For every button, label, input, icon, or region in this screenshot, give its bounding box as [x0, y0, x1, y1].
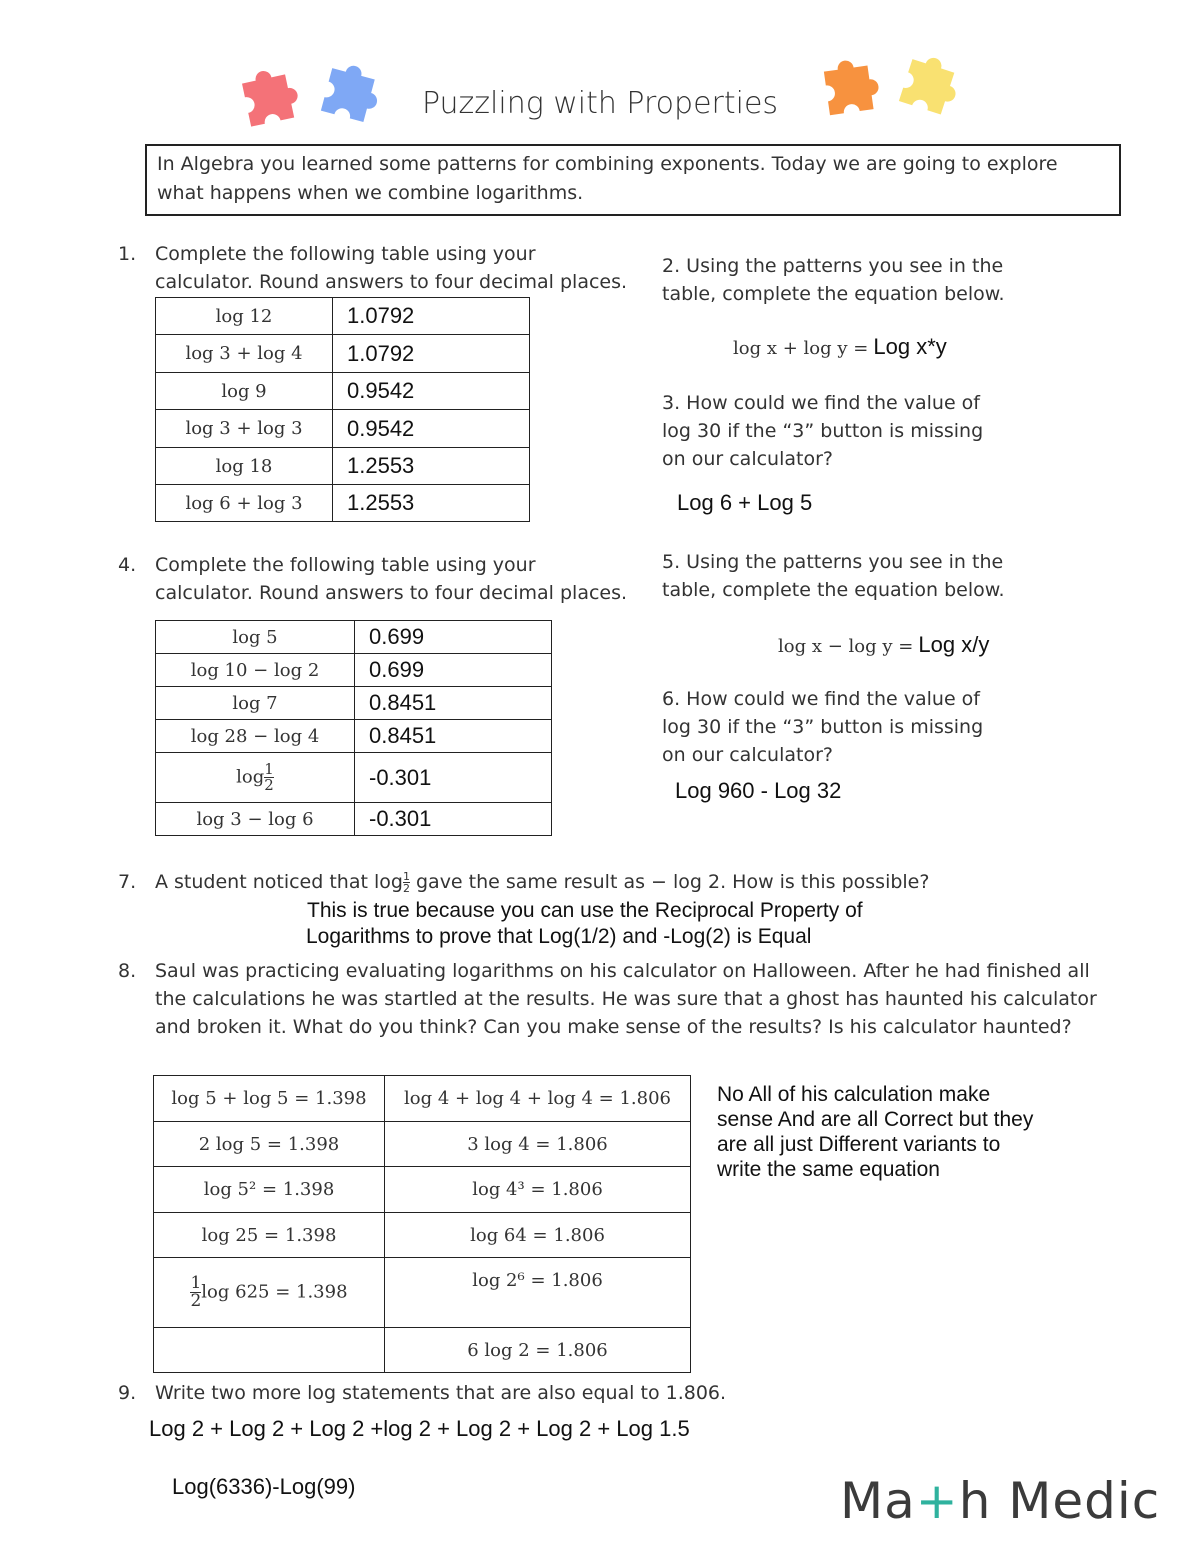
row-label-text: log 3 + log 3: [185, 418, 303, 439]
equation-q5: [778, 632, 989, 658]
question-number: 1.: [118, 243, 137, 265]
answer-q7-line-2[interactable]: Logarithms to prove that Log(1/2) and -Log(2) is Equal: [306, 925, 812, 948]
fraction-numerator: 1: [264, 760, 274, 778]
question-text: Write two more log statements that are also equal to 1.806.: [155, 1382, 727, 1404]
left-cell-text: log 5 + log 5 = 1.398: [171, 1088, 367, 1109]
question-text: Complete the following table using your calculator. Round answers to four decimal places.: [155, 554, 628, 604]
right-cell: 3 log 4 = 1.806: [385, 1122, 691, 1167]
row-label: [156, 753, 355, 803]
table-row: [154, 1076, 691, 1122]
answer-q9-line-1[interactable]: Log 2 + Log 2 + Log 2 +log 2 + Log 2 + Log 2 + Log 1.5: [149, 1416, 690, 1441]
question-4: [118, 551, 638, 607]
table-row: [156, 410, 530, 448]
table-row: [154, 1167, 691, 1213]
right-cell: log 4 + log 4 + log 4 = 1.806: [385, 1076, 691, 1122]
question-6: 6. How could we find the value of log 30 if the “3” button is missing on our calculator?: [662, 688, 984, 766]
row-value[interactable]: 1.2553: [333, 448, 530, 485]
table-row: [154, 1258, 691, 1328]
question-9: [118, 1379, 818, 1407]
row-label: [156, 373, 333, 410]
row-label-text: log 6 + log 3: [185, 492, 303, 514]
table-row: [156, 373, 530, 410]
question-number: 8.: [118, 960, 137, 982]
table-row: [156, 621, 552, 654]
row-value[interactable]: 0.8451: [355, 687, 552, 720]
table-row: [156, 687, 552, 720]
left-cell: [154, 1258, 385, 1328]
table-row: [154, 1328, 691, 1373]
question-1: [118, 240, 638, 296]
row-label-text: log 9: [221, 380, 267, 402]
table-q8: [153, 1075, 691, 1373]
row-label-text: log 12: [215, 305, 273, 327]
question-2: 2. Using the patterns you see in the table, complete the equation below.: [662, 255, 1005, 305]
table-row: [156, 753, 552, 803]
row-label-text: log 5: [232, 626, 278, 648]
row-value[interactable]: 1.0792: [333, 335, 530, 373]
question-7: [118, 868, 1118, 896]
answer-q8[interactable]: [717, 1082, 1033, 1182]
table-row: [154, 1213, 691, 1258]
fraction-denominator: 2: [402, 882, 410, 895]
left-cell-text: log 5² = 1.398: [203, 1179, 335, 1200]
answer-q3[interactable]: Log 6 + Log 5: [677, 490, 813, 515]
row-label-text: log 10 − log 2: [190, 659, 320, 681]
equation-q2: [733, 334, 947, 360]
question-text: Saul was practicing evaluating logarithms on his calculator on Halloween. After he had finished all the calculations he was startled at the results. He was sure that a ghost has haunted his calculator and broken it. What do you think? Can you make sense of the results? Is his calculator haunted?: [155, 960, 1097, 1038]
fraction-denominator: 2: [190, 1291, 202, 1311]
question-3: 3. How could we find the value of log 30 if the “3” button is missing on our calculator?: [662, 392, 984, 470]
row-label-text: log 18: [215, 455, 273, 477]
table-row: [156, 654, 552, 687]
table-row: [156, 298, 530, 335]
row-label-text: log: [236, 766, 265, 788]
table-row: [156, 448, 530, 485]
page-title: Puzzling with Properties: [421, 86, 779, 121]
equation-text: log x − log y =: [778, 636, 914, 657]
logo-text-b: h Medic: [958, 1472, 1161, 1530]
question-8: [118, 957, 1098, 1041]
equation-text: log x + log y =: [733, 338, 869, 359]
fraction-half: [264, 762, 274, 793]
left-cell-text: 2 log 5 = 1.398: [198, 1133, 340, 1155]
fraction-numerator: 1: [190, 1273, 202, 1293]
left-cell: [154, 1122, 385, 1167]
right-cell: log 4³ = 1.806: [385, 1167, 691, 1213]
left-cell-text: log 625 = 1.398: [201, 1281, 348, 1303]
row-value[interactable]: -0.301: [355, 803, 552, 836]
left-cell: [154, 1167, 385, 1213]
row-value[interactable]: 0.699: [355, 621, 552, 654]
answer-q8-line: write the same equation: [717, 1158, 940, 1181]
intro-box: In Algebra you learned some patterns for combining exponents. Today we are going to explore what happens when we combine logarithms.: [145, 144, 1121, 216]
question-text-b: gave the same result as − log 2. How is this possible?: [415, 871, 930, 893]
row-label: [156, 298, 333, 335]
row-label-text: log 3 − log 6: [196, 808, 314, 830]
question-5: 5. Using the patterns you see in the table, complete the equation below.: [662, 551, 1005, 601]
row-label-text: log 3 + log 4: [185, 343, 303, 364]
row-label: [156, 448, 333, 485]
question-text-a: A student noticed that log: [155, 871, 403, 893]
question-number: 7.: [118, 871, 137, 893]
logo-plus-icon: +: [915, 1472, 959, 1530]
row-label-text: log 7: [232, 692, 278, 714]
row-value[interactable]: 0.9542: [333, 373, 530, 410]
table-row: [154, 1122, 691, 1167]
right-cell: 6 log 2 = 1.806: [385, 1328, 691, 1373]
fraction-denominator: 2: [264, 776, 274, 794]
table-q1: [155, 297, 530, 522]
row-label: [156, 485, 333, 522]
right-cell: log 64 = 1.806: [385, 1213, 691, 1258]
left-cell: [154, 1213, 385, 1258]
row-label: [156, 654, 355, 687]
left-cell-text: log 25 = 1.398: [201, 1224, 337, 1246]
answer-q2[interactable]: Log x*y: [873, 334, 947, 359]
row-label-text: log 28 − log 4: [190, 725, 320, 747]
row-label: [156, 621, 355, 654]
row-label: [156, 687, 355, 720]
fraction-half: [403, 871, 410, 894]
left-cell: [154, 1328, 385, 1373]
answer-q8-line: No All of his calculation make: [717, 1083, 991, 1106]
row-value[interactable]: 0.8451: [355, 720, 552, 753]
right-cell: log 2⁶ = 1.806: [385, 1258, 691, 1328]
row-label: [156, 720, 355, 753]
question-number: 9.: [118, 1382, 137, 1404]
math-medic-logo: [840, 1472, 1160, 1530]
row-label: [156, 803, 355, 836]
answer-q8-line: sense And are all Correct but they: [717, 1108, 1034, 1131]
answer-q7-line-1[interactable]: This is true because you can use the Reciprocal Property of: [307, 899, 863, 922]
question-text: Complete the following table using your calculator. Round answers to four decimal places.: [155, 243, 628, 293]
answer-q5[interactable]: Log x/y: [918, 632, 990, 657]
question-number: 4.: [118, 554, 137, 576]
table-row: [156, 335, 530, 373]
row-value[interactable]: 0.699: [355, 654, 552, 687]
table-row: [156, 485, 530, 522]
row-value[interactable]: -0.301: [355, 753, 552, 803]
answer-q9-line-2[interactable]: Log(6336)-Log(99): [172, 1474, 356, 1499]
row-label: [156, 410, 333, 448]
fraction-numerator: 1: [402, 870, 410, 883]
answer-q6[interactable]: Log 960 - Log 32: [675, 778, 842, 803]
row-value[interactable]: 0.9542: [333, 410, 530, 448]
table-row: [156, 803, 552, 836]
answer-q8-line: are all just Different variants to: [717, 1133, 1001, 1156]
logo-text-a: Ma: [840, 1472, 916, 1530]
left-cell: [154, 1076, 385, 1122]
row-value[interactable]: 1.2553: [333, 485, 530, 522]
row-label: [156, 335, 333, 373]
table-row: [156, 720, 552, 753]
row-value[interactable]: 1.0792: [333, 298, 530, 335]
fraction-half: [190, 1275, 201, 1310]
table-q4: [155, 620, 552, 836]
